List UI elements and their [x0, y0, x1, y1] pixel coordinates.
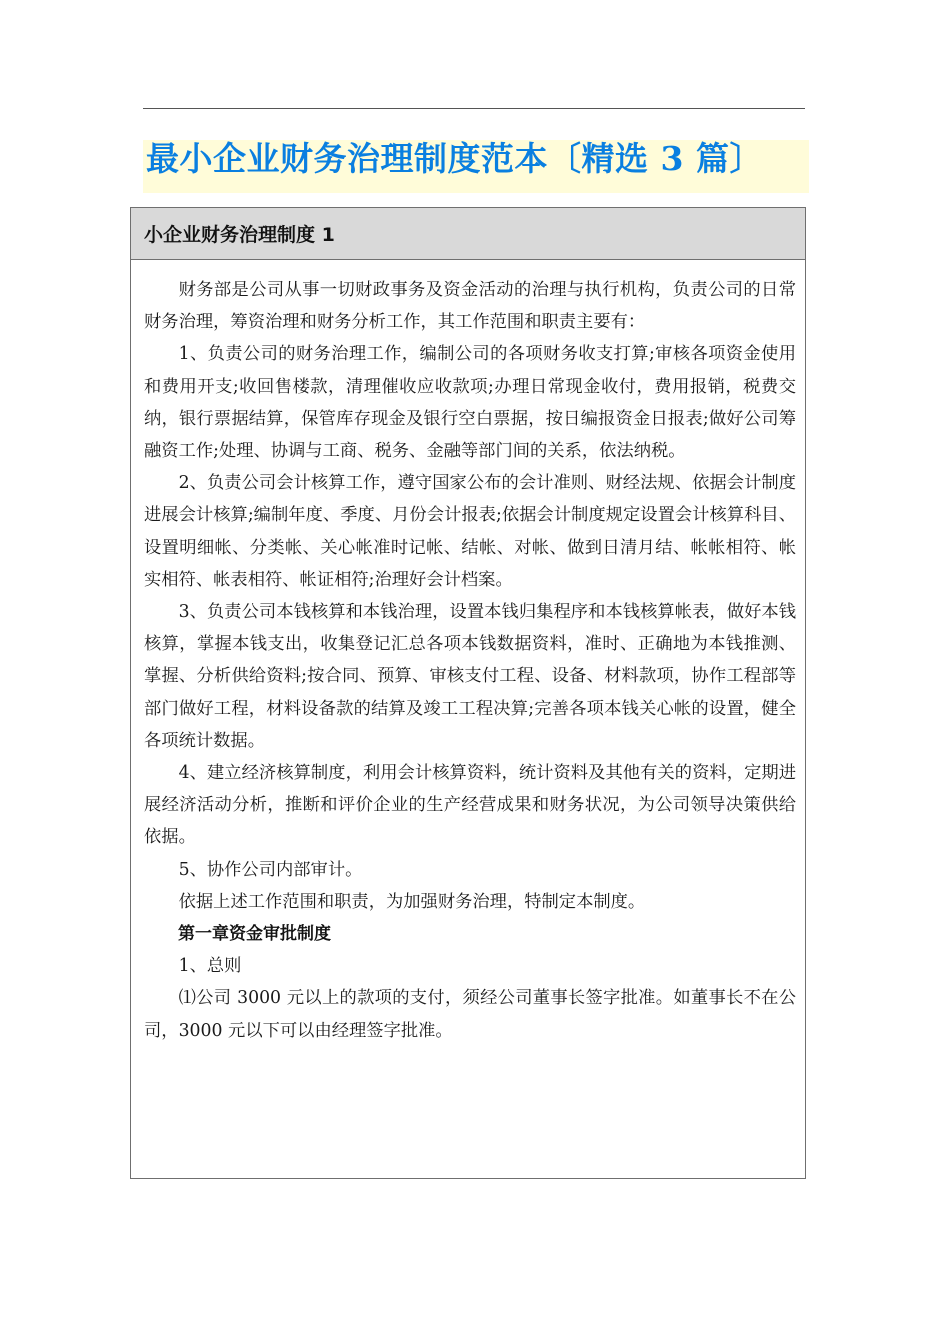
paragraph-summary: 依据上述工作范围和职责，为加强财务治理，特制定本制度。: [178, 891, 646, 912]
section-box: [130, 207, 806, 1179]
document-title: 最小企业财务治理制度范本〔精选 3 篇〕: [146, 139, 763, 178]
paragraph-rule-1: ⑴公司 3000 元以上的款项的支付，须经公司董事长签字批准。如董事长不在公司，3000 元以下可以由经理签字批准。: [144, 988, 796, 1041]
paragraph-item-5: 5、协作公司内部审计。: [178, 859, 363, 880]
chapter-heading: 第一章资金审批制度: [178, 924, 331, 945]
paragraph-item-2: 2、负责公司会计核算工作，遵守国家公布的会计准则、财经法规、依据会计制度进展会计核算;编制年度、季度、月份会计报表;依据会计制度规定设置会计核算科目、设置明细帐、分类帐、关心帐准时记帐、结帐、对帐、做到日清月结、帐帐相符、帐实相符、帐表相符、帐证相符;治理好会计档案。: [144, 473, 796, 590]
section-header: [131, 208, 805, 260]
section-title: 小企业财务治理制度 1: [144, 224, 335, 246]
subsection-heading: 1、总则: [178, 956, 242, 977]
header-rule: [143, 108, 805, 109]
paragraph-item-1: 1、负责公司的财务治理工作，编制公司的各项财务收支打算;审核各项资金使用和费用开支;收回售楼款，清理催收应收款项;办理日常现金收付，费用报销，税费交纳，银行票据结算，保管库存现金及银行空白票据，按日编报资金日报表;做好公司筹融资工作;处理、协调与工商、税务、金融等部门间的关系，依法纳税。: [144, 344, 796, 462]
paragraph-item-3: 3、负责公司本钱核算和本钱治理，设置本钱归集程序和本钱核算帐表，做好本钱核算，掌握本钱支出，收集登记汇总各项本钱数据资料，准时、正确地为本钱推测、掌握、分析供给资料;按合同、预算、审核支付工程、设备、材料款项，协作工程部等部门做好工程，材料设备款的结算及竣工工程决算;完善各项本钱关心帐的设置，健全各项统计数据。: [144, 602, 796, 751]
section-body: [131, 260, 805, 1047]
paragraph-intro: 财务部是公司从事一切财政事务及资金活动的治理与执行机构，负责公司的日常财务治理，筹资治理和财务分析工作，其工作范围和职责主要有：: [144, 280, 796, 333]
paragraph-item-4: 4、建立经济核算制度，利用会计核算资料，统计资料及其他有关的资料，定期进展经济活动分析，推断和评价企业的生产经营成果和财务状况，为公司领导决策供给依据。: [144, 763, 796, 848]
